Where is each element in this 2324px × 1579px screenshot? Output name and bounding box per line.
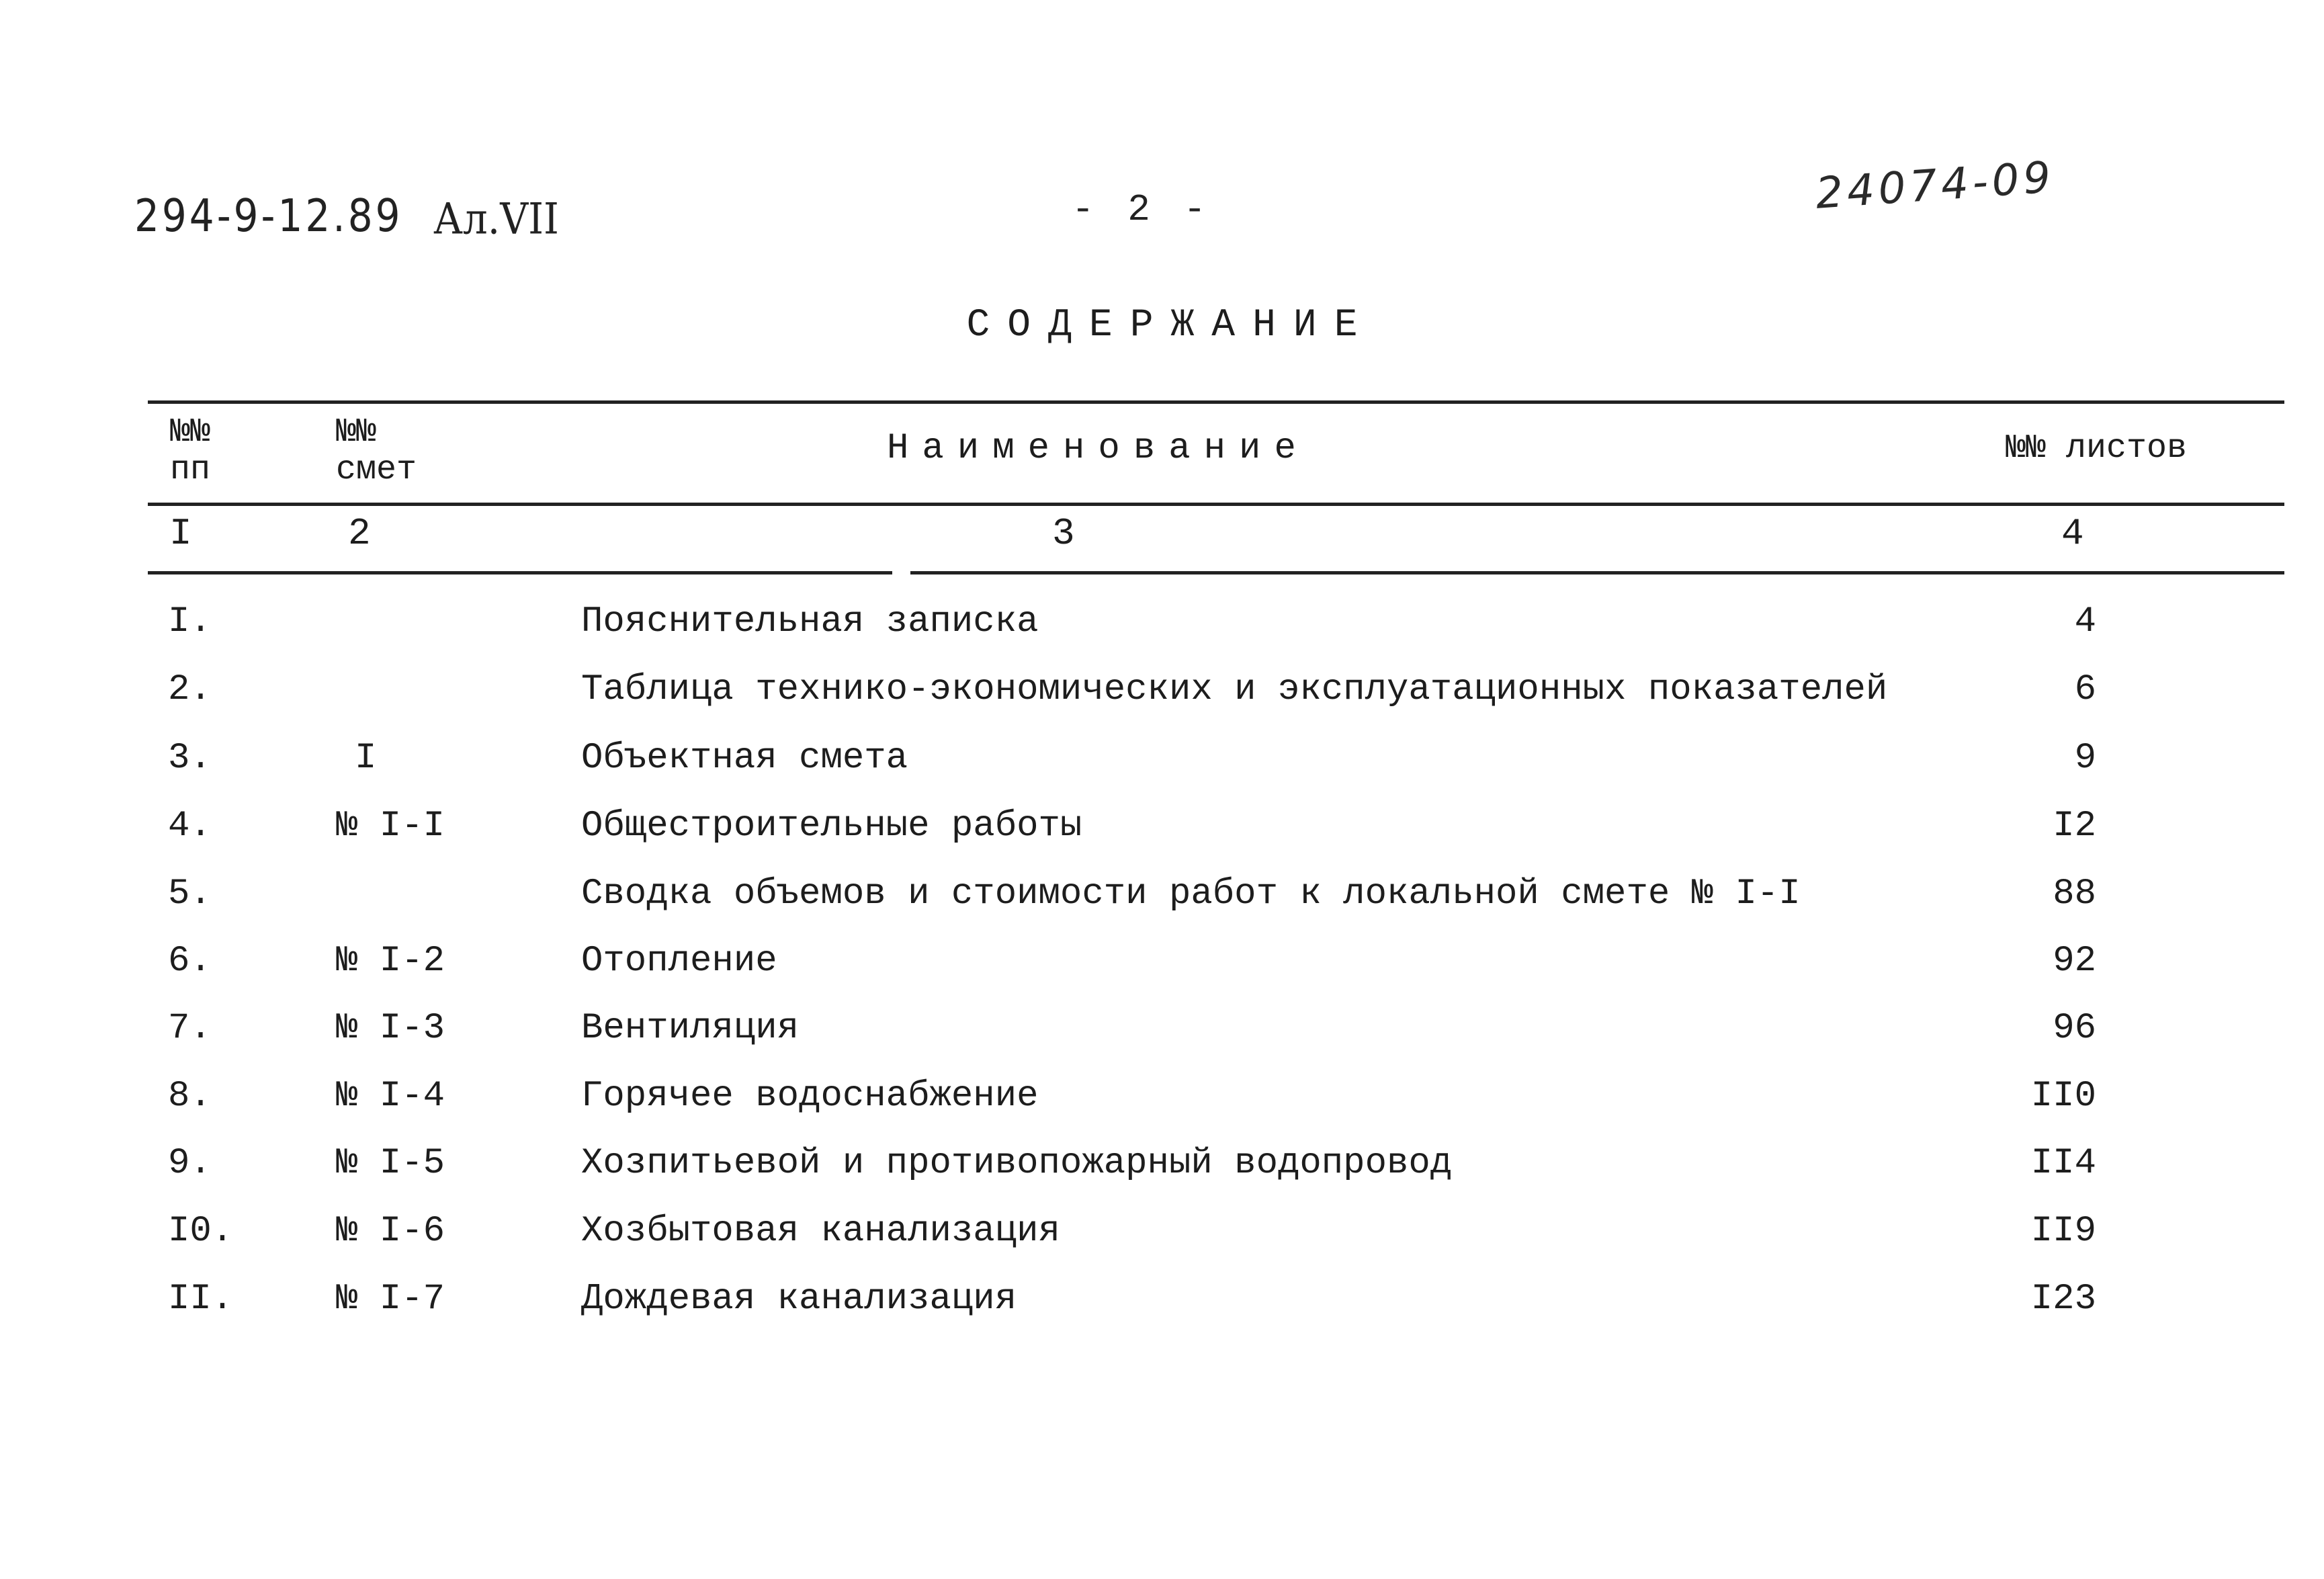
header-col-estimate xyxy=(336,414,417,489)
row-name: Отопление xyxy=(581,941,777,982)
table-top-rule xyxy=(148,400,2284,404)
row-name: Дождевая канализация xyxy=(581,1279,1017,1320)
row-estimate: № I-I xyxy=(336,806,445,847)
table-row xyxy=(0,1143,2324,1203)
row-sheets: 88 xyxy=(2053,873,2096,914)
row-number: I0. xyxy=(168,1211,234,1252)
table-row xyxy=(0,1211,2324,1271)
column-numbers-rule-right xyxy=(910,571,2284,574)
header-col-name: Наименование xyxy=(887,428,1309,469)
row-number: 6. xyxy=(168,941,212,982)
album-number: Ал.VII xyxy=(433,194,559,244)
header-col-estimate-line1: №№ xyxy=(336,413,377,452)
row-sheets: 96 xyxy=(2053,1008,2096,1049)
row-estimate: № I-2 xyxy=(336,941,445,982)
row-name: Общестроительные работы xyxy=(581,806,1082,847)
table-row xyxy=(0,806,2324,866)
row-name: Горячее водоснабжение xyxy=(581,1076,1039,1117)
row-number: I. xyxy=(168,601,212,642)
header-col-pp-line1: №№ xyxy=(170,413,211,452)
header-bottom-rule xyxy=(148,503,2284,506)
page-title: СОДЕРЖАНИЕ xyxy=(966,304,1375,347)
row-sheets: I2 xyxy=(2053,806,2096,847)
row-number: 5. xyxy=(168,873,212,914)
column-number-3: 3 xyxy=(1052,512,1075,555)
header-col-estimate-line2: смет xyxy=(336,451,417,489)
header-col-pp xyxy=(170,414,210,489)
column-numbers-rule-left xyxy=(148,571,892,574)
row-estimate: № I-6 xyxy=(336,1211,445,1252)
table-row xyxy=(0,1008,2324,1068)
table-row xyxy=(0,738,2324,798)
row-estimate: I xyxy=(355,738,377,779)
row-estimate: № I-3 xyxy=(336,1008,445,1049)
row-number: 7. xyxy=(168,1008,212,1049)
row-sheets: 9 xyxy=(2074,738,2096,779)
row-estimate: № I-4 xyxy=(336,1076,445,1117)
document-code: 294-9-12.89 xyxy=(134,189,403,243)
row-sheets: II0 xyxy=(2030,1076,2096,1117)
row-sheets: 6 xyxy=(2074,669,2096,710)
table-row xyxy=(0,669,2324,730)
row-sheets: 92 xyxy=(2053,941,2096,982)
page-number: - 2 - xyxy=(1072,188,1212,231)
row-number: 2. xyxy=(168,669,212,710)
column-number-1: I xyxy=(169,512,192,555)
row-name: Таблица технико-экономических и эксплуатационных показателей xyxy=(581,669,1888,710)
table-row xyxy=(0,601,2324,662)
row-name: Вентиляция xyxy=(581,1008,800,1049)
row-name: Сводка объемов и стоимости работ к локальной смете № I-I xyxy=(581,873,1801,914)
row-estimate: № I-7 xyxy=(336,1279,445,1320)
row-sheets: I23 xyxy=(2030,1279,2096,1320)
row-name: Хозбытовая канализация xyxy=(581,1211,1060,1252)
row-sheets: 4 xyxy=(2074,601,2096,642)
column-number-2: 2 xyxy=(348,512,371,555)
table-row xyxy=(0,873,2324,934)
row-name: Пояснительная записка xyxy=(581,601,1039,642)
row-name: Хозпитьевой и противопожарный водопровод xyxy=(581,1143,1453,1184)
header-col-pp-line2: пп xyxy=(170,451,211,489)
column-number-4: 4 xyxy=(2061,512,2084,555)
row-number: 9. xyxy=(168,1143,212,1184)
row-number: II. xyxy=(168,1279,234,1320)
row-number: 4. xyxy=(168,806,212,847)
header-col-sheets: №№ листов xyxy=(2006,429,2188,468)
row-number: 8. xyxy=(168,1076,212,1117)
table-row xyxy=(0,941,2324,1001)
table-row xyxy=(0,1279,2324,1339)
inventory-number: 24074-09 xyxy=(1814,153,2057,219)
row-sheets: II9 xyxy=(2030,1211,2096,1252)
row-number: 3. xyxy=(168,738,212,779)
row-estimate: № I-5 xyxy=(336,1143,445,1184)
row-sheets: II4 xyxy=(2030,1143,2096,1184)
table-row xyxy=(0,1076,2324,1136)
row-name: Объектная смета xyxy=(581,738,908,779)
